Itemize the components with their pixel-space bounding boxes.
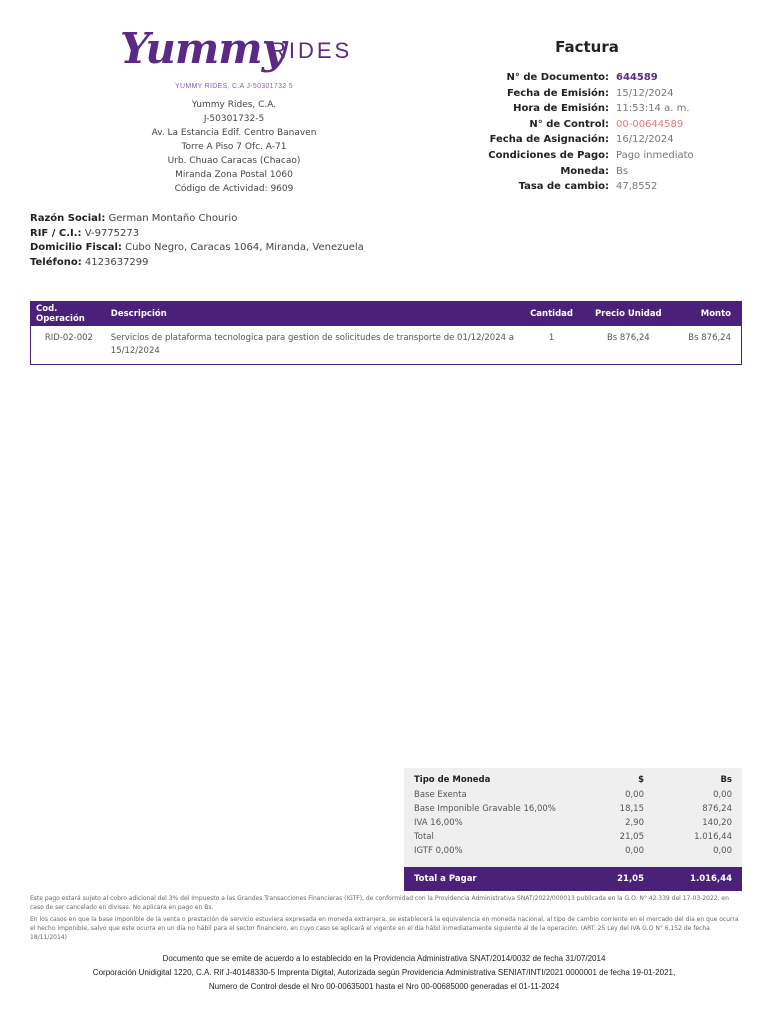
document-number: 644589 <box>616 72 658 83</box>
field-label: RIF / C.I.: <box>30 227 82 239</box>
meta-row-assignment-date <box>460 132 694 148</box>
exchange-note: En los casos en que la base imponible de la venta o prestación de servicio estuviera expresada en moneda extranjera, se establecerá la equivalencia en moneda nacional, al tipo de cambio corriente en el mercado del dia en que ocurra el hecho imponible, salvo que este ocurra en un día no hábil para el sector financiero, en cuyo caso se aplicará el vigente en el dia hábil inmediatamente siguiente al de la operación. (ART. 25 Ley del IVA G.O N° 6.152 de fecha 18/11/2014) <box>30 916 739 941</box>
totals-bs: 1.016,44 <box>694 832 732 842</box>
payment-terms: Pago inmediato <box>616 149 694 161</box>
meta-label: Tasa de cambio: <box>518 181 609 193</box>
total-to-pay-row <box>404 867 742 891</box>
invoice-meta <box>460 70 694 195</box>
totals-table <box>404 768 742 891</box>
meta-label: N° de Control: <box>529 118 609 130</box>
exchange-rate: 47,8552 <box>616 181 658 193</box>
issue-time: 11:53:14 a. m. <box>616 103 690 115</box>
company-address-3: Urb. Chuao Caracas (Chacao) <box>167 156 301 166</box>
legal-line-1: Documento que se emite de acuerdo a lo establecido en la Providencia Administrativa SNAT/2014/0032 de fecha 31/07/2014 <box>162 954 606 963</box>
totals-usd: 21,05 <box>619 832 644 842</box>
items-table <box>30 301 742 365</box>
totals-row <box>404 844 742 858</box>
meta-label: Hora de Emisión: <box>513 103 609 115</box>
client-telefono <box>30 256 364 271</box>
totals-bs: 0,00 <box>713 846 732 856</box>
currency: Bs <box>616 165 629 177</box>
item-amount: Bs 876,24 <box>688 333 732 343</box>
meta-row-payment-terms <box>460 148 694 164</box>
totals-usd: 0,00 <box>625 846 644 856</box>
table-row <box>31 326 741 364</box>
meta-row-currency <box>460 164 694 180</box>
totals-label: IVA 16,00% <box>414 818 463 828</box>
item-unit-price: Bs 876,24 <box>606 333 650 343</box>
legal-line-3: Numero de Control desde el Nro 00-00635001 hasta el Nro 00-00685000 generadas el 01-11-2024 <box>208 982 560 991</box>
meta-row-issue-date <box>460 86 694 102</box>
legal-line-2: Corporación Unidigital 1220, C.A. Rif J-40148330-5 Imprenta Digital, Autorizada según Providencia Administrativa SENIAT/INTI/2021 0000001 de fecha 19-01-2021, <box>92 968 676 977</box>
totals-header-usd: $ <box>638 775 644 785</box>
item-description: Servicios de plataforma tecnologica para gestion de solicitudes de transporte de 01/12/2024 a 15/12/2024 <box>110 333 514 356</box>
item-quantity: 1 <box>548 333 555 343</box>
company-info <box>134 98 334 196</box>
legal-footer <box>30 952 738 994</box>
totals-bs: 0,00 <box>713 790 732 800</box>
meta-row-control <box>460 117 694 133</box>
totals-usd: 18,15 <box>619 804 644 814</box>
field-label: Razón Social: <box>30 213 106 224</box>
totals-header-bs: Bs <box>720 775 732 785</box>
client-razon-social <box>30 212 364 227</box>
meta-label: Condiciones de Pago: <box>488 149 609 161</box>
client-domicilio <box>30 241 364 256</box>
company-address-2: Torre A Piso 7 Ofc. A-71 <box>181 142 287 152</box>
item-code: RID-02-002 <box>44 333 93 343</box>
meta-row-document <box>460 70 694 86</box>
totals-usd: 0,00 <box>625 790 644 800</box>
totals-row <box>404 788 742 802</box>
client-info <box>30 212 364 270</box>
total-to-pay-usd: 21,05 <box>617 874 644 884</box>
total-to-pay-label: Total a Pagar <box>414 874 477 884</box>
totals-header-type: Tipo de Moneda <box>414 775 491 785</box>
totals-label: Base Exenta <box>414 790 467 800</box>
totals-bs: 140,20 <box>702 818 732 828</box>
logo-subtitle: YUMMY RIDES, C.A J-50301732 5 <box>175 83 293 90</box>
field-label: Domicilio Fiscal: <box>30 242 122 253</box>
company-activity-code: Código de Actividad: 9609 <box>174 184 294 194</box>
totals-row <box>404 802 742 816</box>
company-rif: J-50301732-5 <box>203 114 265 124</box>
totals-label: Total <box>414 832 434 842</box>
issue-date: 15/12/2024 <box>616 87 674 99</box>
totals-label: Base Imponible Gravable 16,00% <box>414 804 556 814</box>
meta-label: Fecha de Emisión: <box>507 87 609 99</box>
assignment-date: 16/12/2024 <box>616 134 674 146</box>
igtf-note: Este pago estará sujeto al cobro adicional del 3% del Impuesto a las Grandes Transacciones Financieras (IGTF), de conformidad con la Providencia Administrativa SNAT/2022/000013 publicada en la G.O. N° 42.339 del 17-03-2022, en caso de ser cancelado en divisas. No aplicara en pago en Bs. <box>30 895 729 911</box>
totals-usd: 2,90 <box>625 818 644 828</box>
field-value: 4123637299 <box>84 256 149 268</box>
header-unit-price: Precio Unidad <box>594 309 662 319</box>
invoice-title: Factura <box>555 38 619 56</box>
company-logo <box>120 24 360 80</box>
control-number: 00-00644589 <box>616 118 684 130</box>
meta-row-issue-time <box>460 101 694 117</box>
field-value: Cubo Negro, Caracas 1064, Miranda, Venezuela <box>125 242 364 253</box>
header-code: Cod. Operación <box>36 304 85 324</box>
meta-row-exchange-rate <box>460 179 694 195</box>
totals-bs: 876,24 <box>702 804 732 814</box>
header-quantity: Cantidad <box>530 309 573 319</box>
totals-row <box>404 816 742 830</box>
client-rif <box>30 227 364 242</box>
total-to-pay-bs: 1.016,44 <box>690 874 732 884</box>
items-header <box>31 302 741 326</box>
field-value: German Montaño Chourio <box>108 213 238 224</box>
meta-label: N° de Documento: <box>506 72 609 83</box>
totals-header <box>404 768 742 788</box>
logo-script-text: Yummy <box>120 24 286 73</box>
meta-label: Moneda: <box>560 165 609 177</box>
header-amount: Monto <box>700 309 732 319</box>
totals-label: IGTF 0,00% <box>414 846 463 856</box>
meta-label: Fecha de Asignación: <box>489 134 609 146</box>
field-label: Teléfono: <box>30 256 82 268</box>
company-name: Yummy Rides, C.A. <box>191 100 277 110</box>
logo-rides-text: RIDES <box>270 38 353 63</box>
company-address-1: Av. La Estancia Edif. Centro Banaven <box>151 128 317 138</box>
totals-row <box>404 830 742 844</box>
company-address-4: Miranda Zona Postal 1060 <box>175 170 293 180</box>
field-value: V-9775273 <box>84 227 140 239</box>
header-description: Descripción <box>110 309 167 319</box>
